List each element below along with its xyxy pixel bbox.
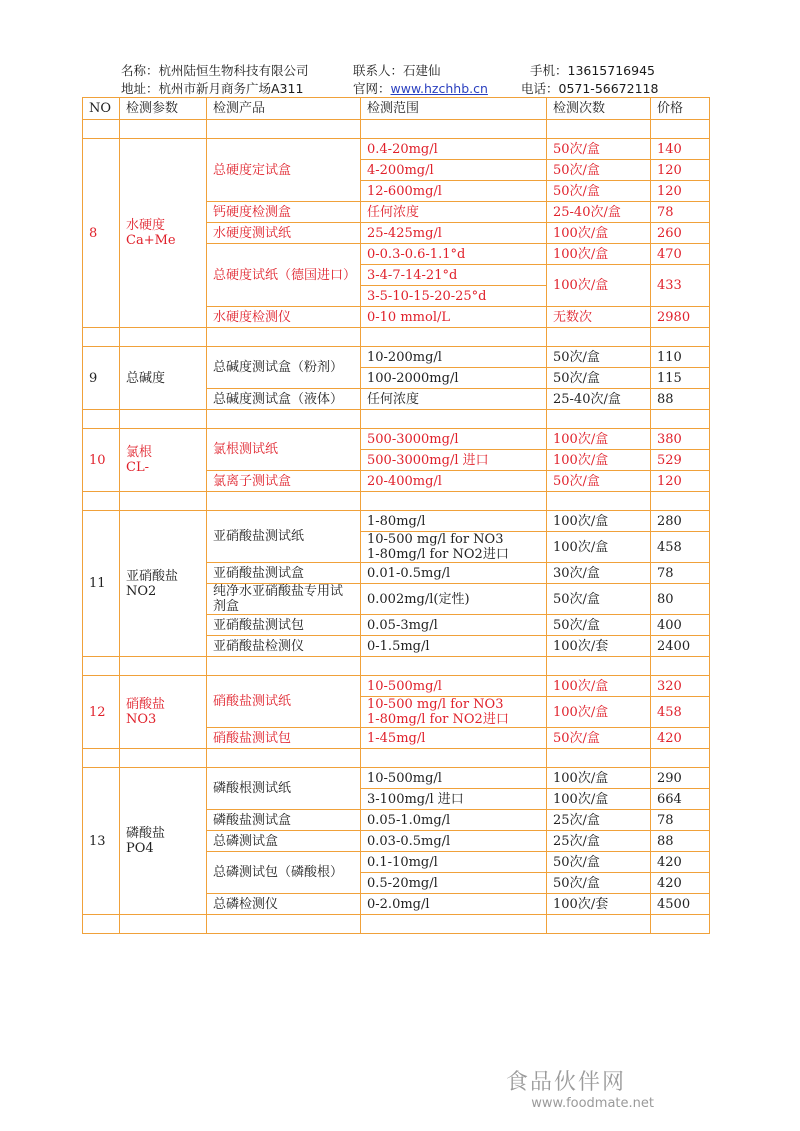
range-cell [361, 429, 547, 450]
empty-cell [361, 657, 547, 676]
empty-cell [651, 410, 710, 429]
empty-cell [547, 328, 651, 347]
price-value: 400 [651, 615, 710, 636]
price-value: 470 [651, 244, 710, 265]
price-value: 458 [651, 532, 710, 563]
table-row [83, 347, 710, 368]
empty-cell [83, 657, 120, 676]
count-value: 100次/盒 [547, 676, 651, 697]
parameter-name: 亚硝酸盐 [126, 568, 179, 584]
watermark [506, 1070, 656, 1112]
row-number: 13 [83, 768, 120, 915]
phone-number: 电话：0571-56672118 [521, 81, 659, 96]
range-value: 10-500mg/l [367, 770, 442, 786]
product-name: 亚硝酸盐测试纸 [207, 511, 361, 563]
empty-cell [361, 749, 547, 768]
parameter-formula: PO4 [126, 841, 154, 856]
empty-cell [83, 915, 120, 934]
range-cell [361, 894, 547, 915]
empty-cell [207, 120, 361, 139]
spacer-row [83, 657, 710, 676]
row-number: 10 [83, 429, 120, 492]
empty-cell [361, 120, 547, 139]
parameter-cell [120, 511, 207, 657]
spacer-row [83, 120, 710, 139]
product-name: 纯净水亚硝酸盐专用试剂盒 [207, 584, 361, 615]
empty-cell [120, 657, 207, 676]
empty-cell [120, 328, 207, 347]
count-value: 100次/盒 [547, 450, 651, 471]
range-cell [361, 307, 547, 328]
spacer-row [83, 328, 710, 347]
count-value: 100次/盒 [547, 511, 651, 532]
count-value: 100次/盒 [547, 697, 651, 728]
range-cell [361, 636, 547, 657]
range-cell [361, 389, 547, 410]
parameter-formula: NO3 [126, 712, 157, 727]
price-value: 110 [651, 347, 710, 368]
parameter-name: 氯根 [126, 445, 153, 460]
mobile-number: 手机：13615716945 [530, 63, 655, 78]
product-name: 总碱度测试盒（液体） [207, 389, 361, 410]
parameter-name: 磷酸盐 [126, 826, 166, 841]
column-header: NO [83, 98, 120, 120]
count-value: 100次/套 [547, 894, 651, 915]
company-name: 名称：杭州陆恒生物科技有限公司 [121, 63, 309, 78]
contact-person: 联系人：石建仙 [353, 63, 441, 78]
table-row [83, 429, 710, 450]
range-cell [361, 471, 547, 492]
range-value: 500-3000mg/l [367, 431, 459, 447]
empty-cell [651, 749, 710, 768]
spacer-row [83, 749, 710, 768]
range-value: 3-5-10-15-20-25°d [367, 288, 487, 304]
range-cell [361, 615, 547, 636]
price-value: 420 [651, 852, 710, 873]
empty-cell [120, 120, 207, 139]
price-value: 420 [651, 873, 710, 894]
website-link[interactable]: www.hzchhb.cn [390, 81, 488, 96]
count-value: 50次/盒 [547, 471, 651, 492]
product-name: 水硬度测试纸 [207, 223, 361, 244]
range-value: 1-80mg/l [367, 513, 426, 529]
price-value: 2400 [651, 636, 710, 657]
range-value: 0.1-10mg/l [367, 854, 438, 870]
range-value-2: 1-80mg/l for NO2进口 [367, 712, 509, 727]
product-name: 钙硬度检测盒 [207, 202, 361, 223]
price-value: 78 [651, 563, 710, 584]
empty-cell [651, 657, 710, 676]
range-cell [361, 584, 547, 615]
range-cell [361, 160, 547, 181]
empty-cell [207, 492, 361, 511]
column-header: 检测参数 [120, 98, 207, 120]
product-name: 总磷检测仪 [207, 894, 361, 915]
count-value: 25次/盒 [547, 810, 651, 831]
parameter-name: 总碱度 [126, 370, 166, 386]
product-name: 硝酸盐测试包 [207, 728, 361, 749]
parameter-cell [120, 347, 207, 410]
watermark-url: www.foodmate.net [531, 1096, 654, 1111]
range-value: 0-10 mmol/L [367, 309, 450, 325]
count-value: 100次/盒 [547, 789, 651, 810]
range-value: 0.5-20mg/l [367, 875, 438, 891]
count-value: 50次/盒 [547, 728, 651, 749]
range-value: 0.4-20mg/l [367, 141, 438, 157]
empty-cell [651, 915, 710, 934]
empty-cell [547, 492, 651, 511]
table-row [83, 768, 710, 789]
table-row [83, 676, 710, 697]
empty-cell [547, 410, 651, 429]
range-cell [361, 202, 547, 223]
range-value: 20-400mg/l [367, 473, 442, 489]
count-value: 25次/盒 [547, 831, 651, 852]
count-value: 50次/盒 [547, 852, 651, 873]
empty-cell [83, 120, 120, 139]
spacer-row [83, 410, 710, 429]
price-value: 4500 [651, 894, 710, 915]
table-row [83, 511, 710, 532]
range-cell [361, 532, 547, 563]
product-name: 总磷测试盒 [207, 831, 361, 852]
range-value: 4-200mg/l [367, 162, 434, 178]
price-value: 80 [651, 584, 710, 615]
empty-cell [361, 328, 547, 347]
price-value: 2980 [651, 307, 710, 328]
count-value: 25-40次/盒 [547, 202, 651, 223]
range-cell [361, 676, 547, 697]
price-value: 420 [651, 728, 710, 749]
range-cell [361, 244, 547, 265]
count-value: 50次/盒 [547, 160, 651, 181]
range-value: 任何浓度 [367, 204, 420, 220]
empty-cell [207, 328, 361, 347]
count-value: 50次/盒 [547, 615, 651, 636]
range-value: 10-500 mg/l for NO3 [367, 697, 504, 712]
product-name: 总磷测试包（磷酸根） [207, 852, 361, 894]
range-cell [361, 810, 547, 831]
empty-cell [83, 749, 120, 768]
range-value: 25-425mg/l [367, 225, 442, 241]
website-prefix: 官网： [353, 81, 391, 96]
price-table [82, 97, 710, 934]
range-cell [361, 831, 547, 852]
column-header: 检测产品 [207, 98, 361, 120]
count-value: 50次/盒 [547, 368, 651, 389]
price-value: 88 [651, 389, 710, 410]
count-value: 无数次 [547, 307, 651, 328]
empty-cell [361, 410, 547, 429]
empty-cell [651, 120, 710, 139]
product-name: 水硬度检测仪 [207, 307, 361, 328]
count-value: 50次/盒 [547, 139, 651, 160]
price-value: 78 [651, 810, 710, 831]
range-value: 0.05-3mg/l [367, 617, 438, 633]
range-value: 任何浓度 [367, 391, 420, 407]
price-value: 380 [651, 429, 710, 450]
table-header-row [83, 98, 710, 120]
range-value: 0.03-0.5mg/l [367, 833, 451, 849]
range-cell [361, 789, 547, 810]
empty-cell [120, 410, 207, 429]
range-cell [361, 450, 547, 471]
price-value: 433 [651, 265, 710, 307]
range-value: 500-3000mg/l 进口 [367, 452, 489, 468]
column-header: 检测次数 [547, 98, 651, 120]
address: 地址：杭州市新月商务广场A311 [121, 81, 304, 96]
product-name: 亚硝酸盐测试包 [207, 615, 361, 636]
empty-cell [207, 410, 361, 429]
row-number: 9 [83, 347, 120, 410]
empty-cell [361, 915, 547, 934]
count-value: 100次/盒 [547, 223, 651, 244]
range-cell [361, 347, 547, 368]
parameter-cell [120, 676, 207, 749]
price-value: 120 [651, 181, 710, 202]
parameter-name: 水硬度 [126, 218, 166, 233]
range-cell [361, 852, 547, 873]
empty-cell [120, 915, 207, 934]
count-value: 100次/盒 [547, 429, 651, 450]
empty-cell [651, 328, 710, 347]
price-value: 78 [651, 202, 710, 223]
empty-cell [651, 492, 710, 511]
spacer-row [83, 492, 710, 511]
range-cell [361, 181, 547, 202]
product-name: 亚硝酸盐测试盒 [207, 563, 361, 584]
watermark-text: 食品伙伴网 [506, 1070, 627, 1095]
range-value: 0-2.0mg/l [367, 896, 430, 912]
range-value: 0-0.3-0.6-1.1°d [367, 246, 466, 262]
price-value: 290 [651, 768, 710, 789]
count-value: 30次/盒 [547, 563, 651, 584]
row-number: 12 [83, 676, 120, 749]
range-value: 3-100mg/l 进口 [367, 791, 464, 807]
empty-cell [207, 915, 361, 934]
product-name: 总硬度试纸（德国进口） [207, 244, 361, 307]
product-name: 总硬度定试盒 [207, 139, 361, 202]
range-value: 3-4-7-14-21°d [367, 267, 458, 283]
range-value: 0.002mg/l(定性) [367, 591, 470, 607]
range-cell [361, 139, 547, 160]
price-value: 120 [651, 471, 710, 492]
range-cell [361, 223, 547, 244]
price-value: 260 [651, 223, 710, 244]
parameter-cell [120, 768, 207, 915]
range-cell [361, 697, 547, 728]
empty-cell [120, 749, 207, 768]
parameter-name: 硝酸盐 [126, 697, 166, 712]
empty-cell [207, 657, 361, 676]
count-value: 25-40次/盒 [547, 389, 651, 410]
range-value: 1-45mg/l [367, 730, 426, 746]
empty-cell [547, 657, 651, 676]
range-cell [361, 511, 547, 532]
range-value: 10-200mg/l [367, 349, 442, 365]
parameter-formula: NO2 [126, 583, 157, 599]
row-number: 11 [83, 511, 120, 657]
product-name: 磷酸根测试纸 [207, 768, 361, 810]
range-value: 10-500mg/l [367, 678, 442, 694]
count-value: 100次/套 [547, 636, 651, 657]
count-value: 50次/盒 [547, 584, 651, 615]
empty-cell [207, 749, 361, 768]
price-value: 120 [651, 160, 710, 181]
empty-cell [547, 120, 651, 139]
parameter-cell [120, 139, 207, 328]
parameter-formula: CL- [126, 460, 149, 475]
price-value: 529 [651, 450, 710, 471]
empty-cell [83, 492, 120, 511]
price-value: 88 [651, 831, 710, 852]
price-value: 140 [651, 139, 710, 160]
price-value: 280 [651, 511, 710, 532]
parameter-cell [120, 429, 207, 492]
range-value: 12-600mg/l [367, 183, 442, 199]
column-header: 检测范围 [361, 98, 547, 120]
range-cell [361, 563, 547, 584]
price-value: 664 [651, 789, 710, 810]
product-name: 亚硝酸盐检测仪 [207, 636, 361, 657]
range-cell [361, 265, 547, 286]
range-cell [361, 368, 547, 389]
range-value: 0.01-0.5mg/l [367, 565, 451, 581]
empty-cell [547, 749, 651, 768]
column-header: 价格 [651, 98, 710, 120]
empty-cell [83, 410, 120, 429]
count-value: 100次/盒 [547, 768, 651, 789]
count-value: 50次/盒 [547, 347, 651, 368]
range-value: 0-1.5mg/l [367, 638, 430, 654]
range-cell [361, 873, 547, 894]
range-cell [361, 728, 547, 749]
price-value: 458 [651, 697, 710, 728]
count-value: 100次/盒 [547, 244, 651, 265]
range-cell [361, 768, 547, 789]
website [353, 79, 488, 97]
range-cell [361, 286, 547, 307]
product-name: 氯离子测试盒 [207, 471, 361, 492]
spacer-row [83, 915, 710, 934]
product-name: 硝酸盐测试纸 [207, 676, 361, 728]
empty-cell [547, 915, 651, 934]
range-value: 100-2000mg/l [367, 370, 459, 386]
product-name: 氯根测试纸 [207, 429, 361, 471]
product-name: 磷酸盐测试盒 [207, 810, 361, 831]
product-name: 总碱度测试盒（粉剂） [207, 347, 361, 389]
empty-cell [361, 492, 547, 511]
range-value: 0.05-1.0mg/l [367, 812, 451, 828]
count-value: 100次/盒 [547, 532, 651, 563]
count-value: 100次/盒 [547, 265, 651, 307]
empty-cell [83, 328, 120, 347]
count-value: 50次/盒 [547, 181, 651, 202]
parameter-formula: Ca+Me [126, 233, 176, 248]
range-value-2: 1-80mg/l for NO2进口 [367, 547, 509, 562]
price-value: 115 [651, 368, 710, 389]
row-number: 8 [83, 139, 120, 328]
price-value: 320 [651, 676, 710, 697]
range-value: 10-500 mg/l for NO3 [367, 532, 504, 547]
table-row [83, 139, 710, 160]
empty-cell [120, 492, 207, 511]
count-value: 50次/盒 [547, 873, 651, 894]
